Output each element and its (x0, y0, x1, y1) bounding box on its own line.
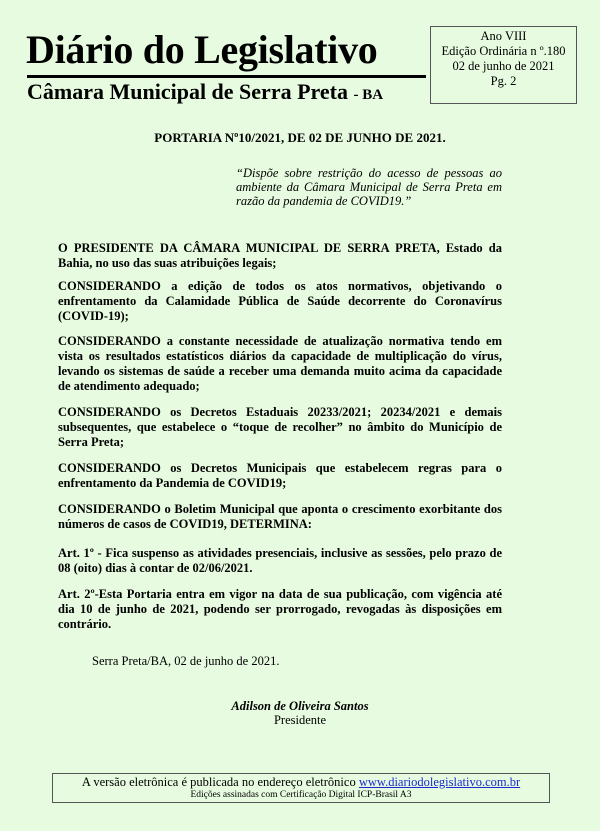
article-2-paragraph: Art. 2º-Esta Portaria entra em vigor na data de sua publicação, com vigência até dia 10 de junho de 2021, podendo ser prorrogado, revogadas às disposições em contrário. (58, 587, 502, 631)
signer-role: Presidente (273, 713, 327, 727)
document-ementa: “Dispõe sobre restrição do acesso de pessoas ao ambiente da Câmara Municipal de Serra Preta em razão da pandemia de COVID19.” (236, 166, 502, 208)
article-1-paragraph: Art. 1º - Fica suspenso as atividades presenciais, inclusive as sessões, pelo prazo de 08 (oito) dias à contar de 02/06/2021. (58, 546, 502, 575)
masthead-subtitle-state: - BA (353, 87, 384, 103)
place-and-date: Serra Preta/BA, 02 de junho de 2021. (92, 654, 280, 668)
edition-page: Pg. 2 (490, 74, 517, 88)
document-title: PORTARIA Nº10/2021, DE 02 DE JUNHO DE 2021. (154, 130, 446, 145)
footer-certification-line: Edições assinadas com Certificação Digital ICP-Brasil A3 (190, 790, 412, 800)
considerando-paragraph-3: CONSIDERANDO os Decretos Estaduais 20233/2021; 20234/2021 e demais subsequentes, que estabelece o “toque de recolher” no âmbito do Município de Serra Preta; (58, 405, 502, 449)
considerando-paragraph-4: CONSIDERANDO os Decretos Municipais que estabelecem regras para o enfrentamento da Pandemia de COVID19; (58, 461, 502, 490)
masthead-divider (27, 75, 426, 78)
edition-year: Ano VIII (480, 29, 527, 43)
masthead-subtitle-name: Câmara Municipal de Serra Preta (27, 79, 348, 104)
edition-number: Edição Ordinária n º.180 (441, 44, 566, 58)
masthead-subtitle (27, 81, 383, 103)
footer-website-link[interactable]: www.diariodolegislativo.com.br (358, 775, 521, 789)
footer-publication-line (53, 775, 549, 790)
edition-date: 02 de junho de 2021 (452, 59, 555, 73)
considerando-paragraph-1: CONSIDERANDO a edição de todos os atos normativos, objetivando o enfrentamento da Calamidade Pública de Saúde decorrente do Coronavírus (COVID-19); (58, 279, 502, 323)
considerando-paragraph-5: CONSIDERANDO o Boletim Municipal que aponta o crescimento exorbitante dos números de casos de COVID19, DETERMINA: (58, 502, 502, 531)
footer-publication-text: A versão eletrônica é publicada no endereço eletrônico (81, 775, 359, 789)
footer-box (52, 773, 550, 803)
considerando-paragraph-2: CONSIDERANDO a constante necessidade de atualização normativa tendo em vista os resultados estatísticos diários da capacidade de multiplicação do vírus, levando os sistemas de saúde a receber uma demanda muito acima da capacidade de atendimento adequado; (58, 334, 502, 393)
edition-info-box (430, 26, 577, 104)
signer-name: Adilson de Oliveira Santos (231, 699, 369, 713)
preamble-paragraph: O PRESIDENTE DA CÂMARA MUNICIPAL DE SERRA PRETA, Estado da Bahia, no uso das suas atribuições legais; (58, 241, 502, 270)
masthead-title: Diário do Legislativo (26, 27, 378, 72)
